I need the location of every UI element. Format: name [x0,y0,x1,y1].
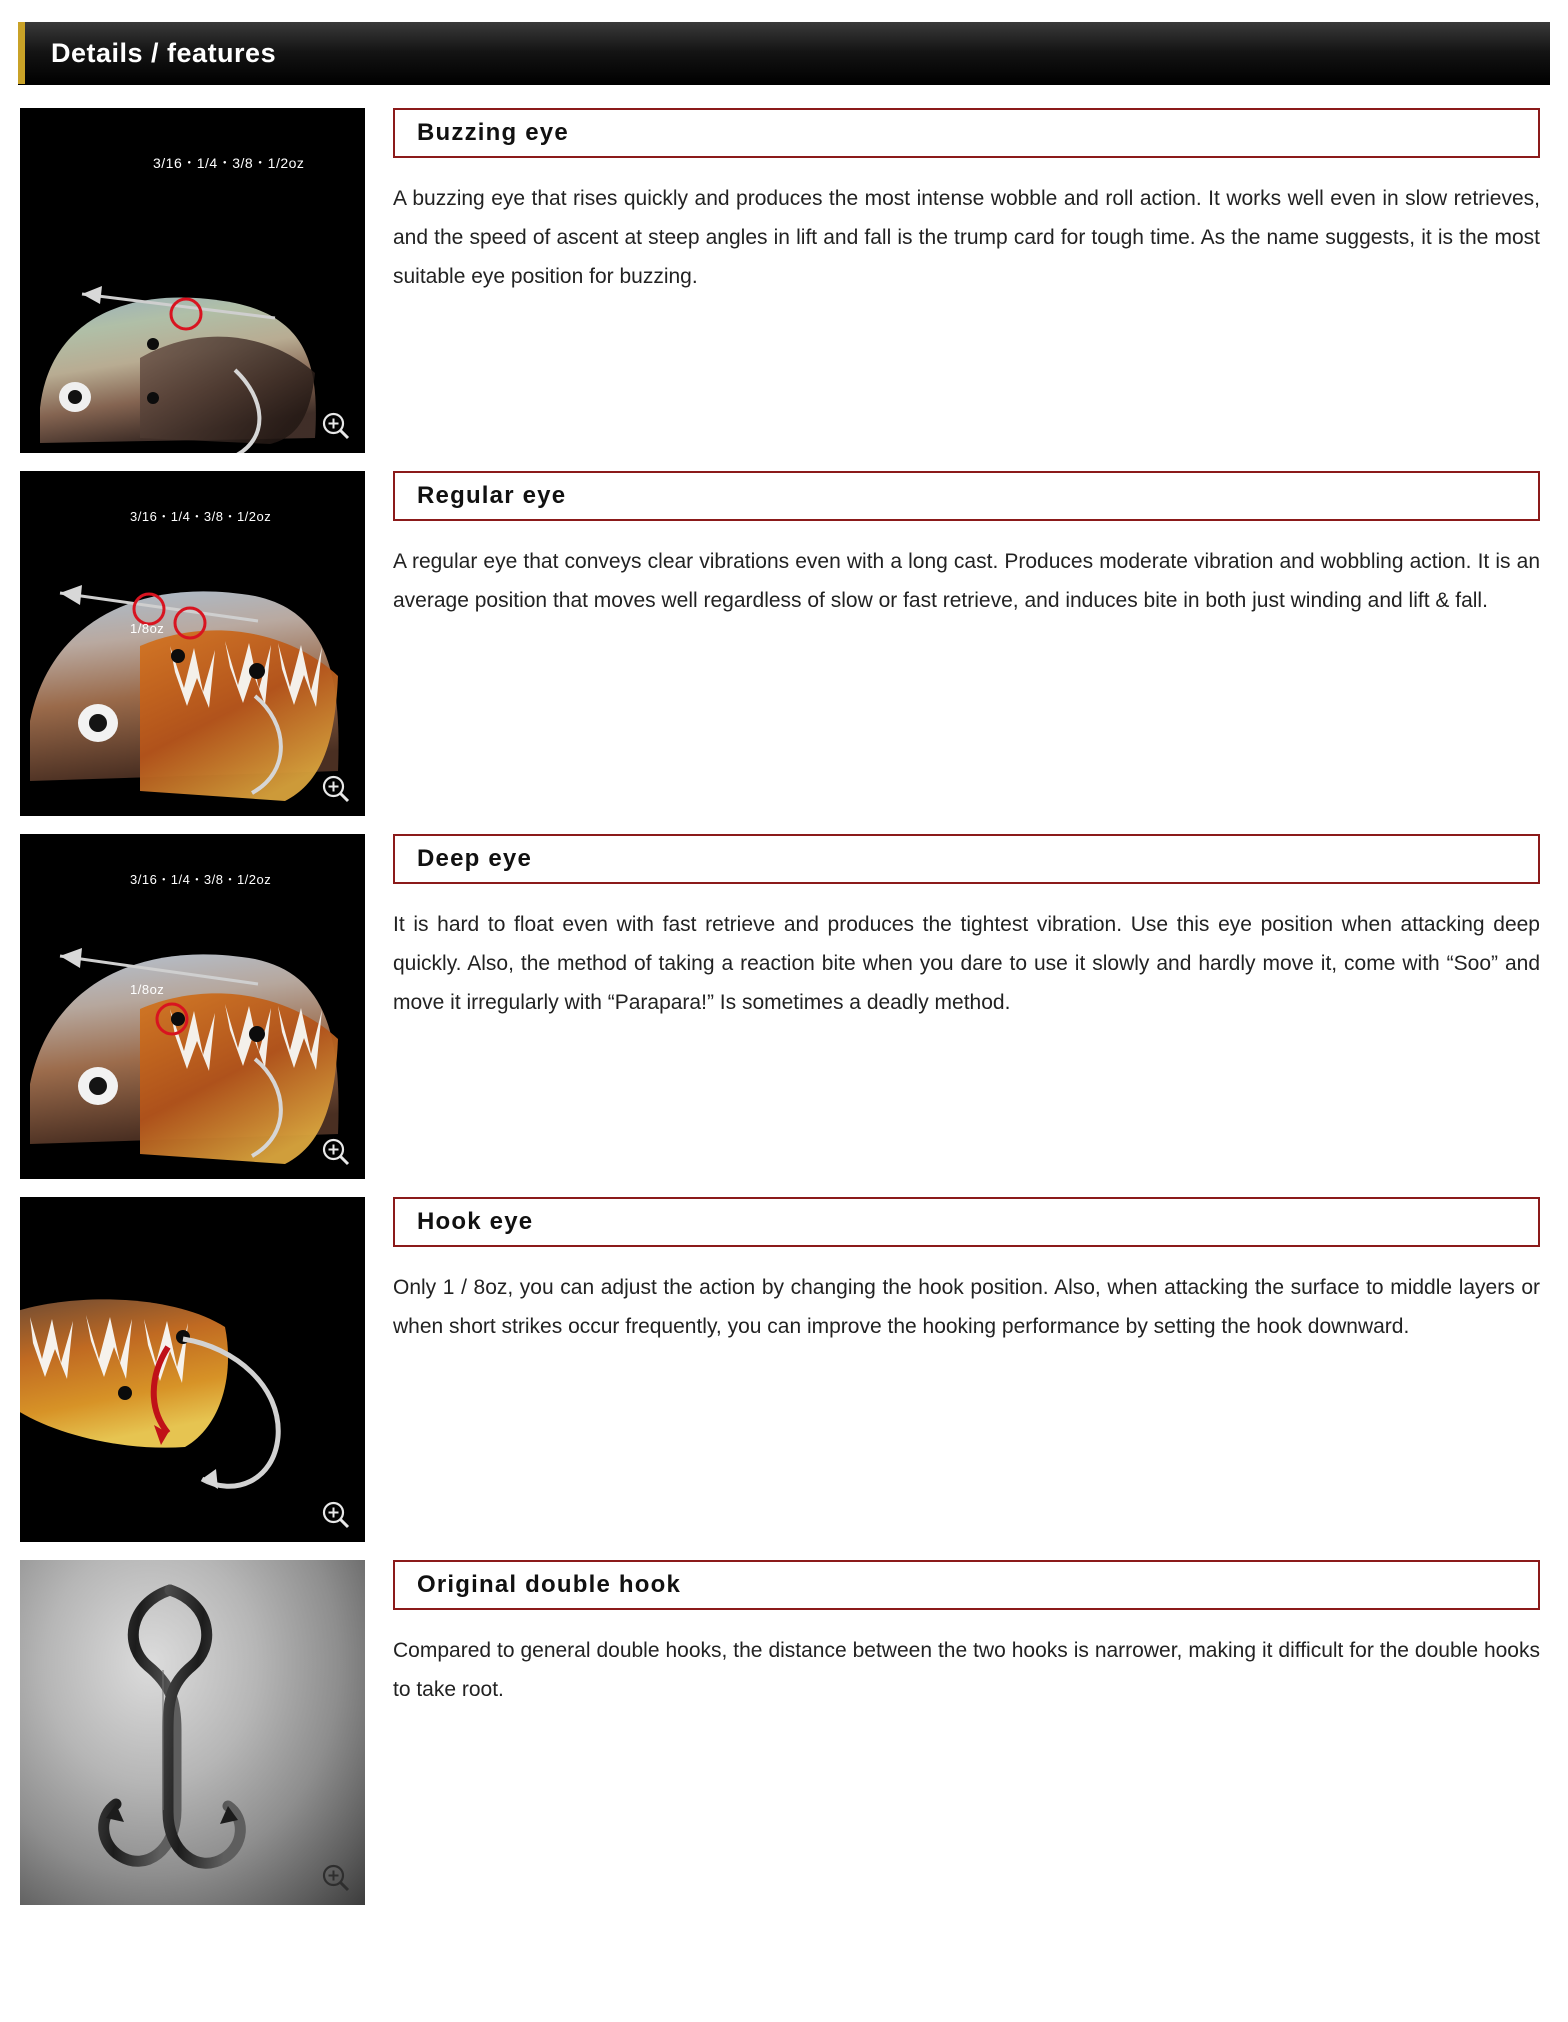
lure-size-label: 3/16・1/4・3/8・1/2oz [130,872,272,887]
feature-title-box [393,471,1540,521]
feature-text [365,471,1548,641]
feature-text [365,1197,1548,1367]
magnifier-plus-icon[interactable] [321,411,351,441]
feature-title-box [393,834,1540,884]
magnifier-plus-icon[interactable] [321,1137,351,1167]
details-features-page [0,22,1568,1953]
magnifier-plus-icon[interactable] [321,1863,351,1893]
page-title: Details / features [51,37,277,68]
lure-size-label-secondary: 1/8oz [130,621,165,636]
lure-image-hook-eye[interactable] [20,1197,365,1542]
feature-title: Buzzing eye [417,119,569,146]
feature-title: Hook eye [417,1208,534,1235]
feature-description: It is hard to float even with fast retrieve and produces the tightest vibration. Use this eye position when attacking deep quickly. Also, the method of taking a reaction bite when you dare to use it slowly and hardly move it, come with “Soo” and move it irregularly with “Parapara!” Is sometimes a deadly method. [393,913,1540,1015]
double-hook-image[interactable] [20,1560,365,1905]
feature-row [20,834,1548,1179]
feature-row [20,471,1548,816]
feature-description: A buzzing eye that rises quickly and produces the most intense wobble and roll action. It works well even in slow retrieves, and the speed of ascent at steep angles in lift and fall is the trump card for tough time. As the name suggests, it is the most suitable eye position for buzzing. [393,187,1540,289]
feature-title: Regular eye [417,482,567,509]
lure-size-label-secondary: 1/8oz [130,982,165,997]
feature-title-box [393,108,1540,158]
lure-image-regular-eye[interactable] [20,471,365,816]
feature-row [20,1560,1548,1905]
feature-description: Only 1 / 8oz, you can adjust the action by changing the hook position. Also, when attacking the surface to middle layers or when short strikes occur frequently, you can improve the hooking performance by setting the hook downward. [393,1276,1540,1339]
lure-size-label: 3/16・1/4・3/8・1/2oz [153,155,305,171]
feature-description: A regular eye that conveys clear vibrations even with a long cast. Produces moderate vibration and wobbling action. It is an average position that moves well regardless of slow or fast retrieve, and induces bite in both just winding and lift & fall. [393,550,1540,613]
feature-title-box [393,1560,1540,1610]
lure-image-deep-eye[interactable] [20,834,365,1179]
lure-illustration [20,1197,365,1542]
feature-row [20,108,1548,453]
magnifier-plus-icon[interactable] [321,1500,351,1530]
lure-image-buzzing-eye[interactable] [20,108,365,453]
magnifier-plus-icon[interactable] [321,774,351,804]
features-list [0,84,1568,1953]
feature-text [365,108,1548,317]
feature-title-box [393,1197,1540,1247]
double-hook-illustration [20,1560,365,1905]
section-header-bar [18,22,1550,84]
feature-title: Deep eye [417,845,532,872]
lure-size-label: 3/16・1/4・3/8・1/2oz [130,509,272,524]
feature-description: Compared to general double hooks, the distance between the two hooks is narrower, making it difficult for the double hooks to take root. [393,1639,1540,1702]
feature-text [365,1560,1548,1730]
feature-title: Original double hook [417,1571,681,1598]
feature-row [20,1197,1548,1542]
feature-text [365,834,1548,1043]
